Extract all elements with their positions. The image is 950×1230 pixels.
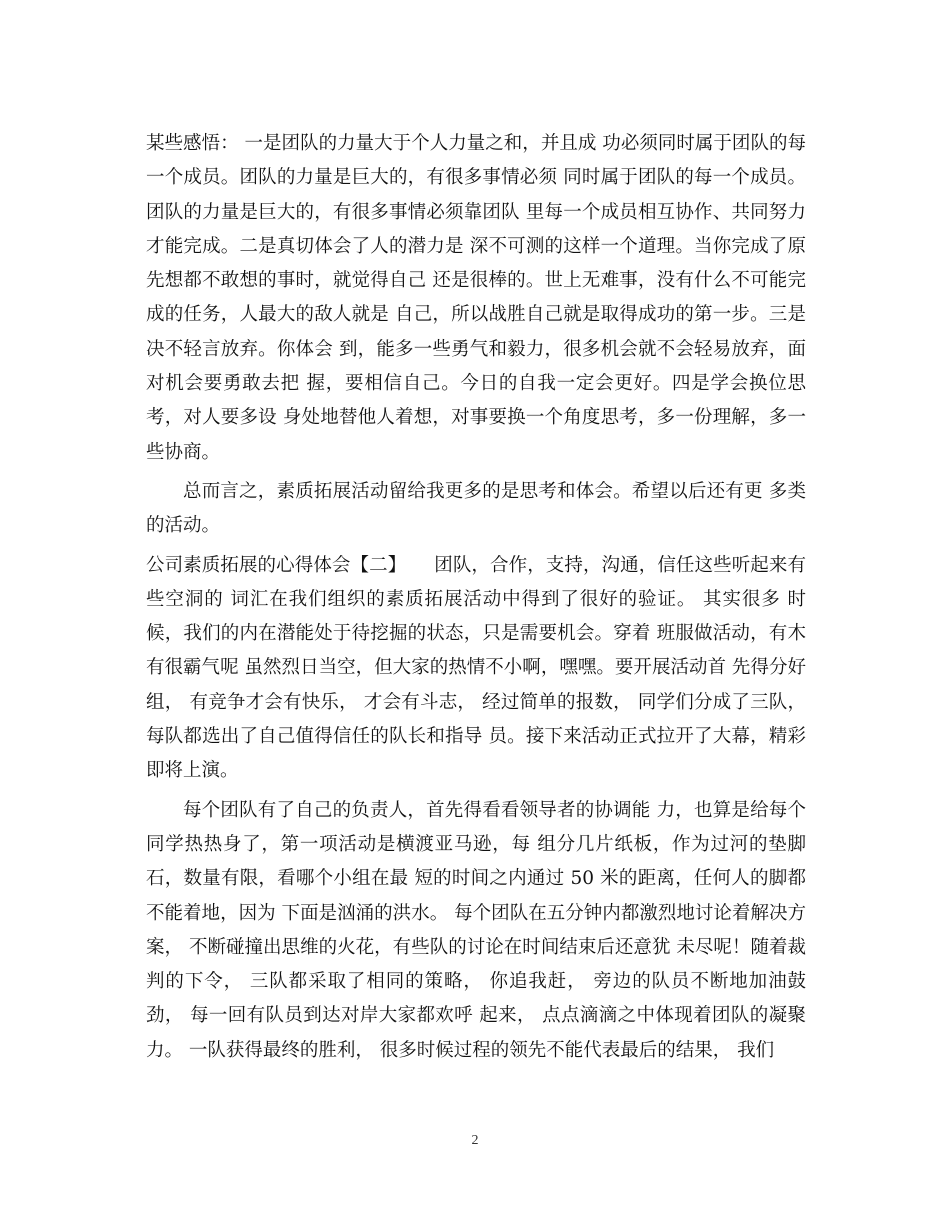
paragraph-part-two-intro: 公司素质拓展的心得体会【二】 团队，合作，支持，沟通，信任这些听起来有些空洞的 词汇在我们组织的素质拓展活动中得到了很好的验证。 其实很多 时候，我们的内在潜能处于待挖掘的状态，只是需要机会。穿着 班服做活动，有木有很霸气呢 虽然烈日当空，但大家的热情不小啊，嘿嘿。要开展活动首 先得分好组， 有竞争才会有快乐， 才会有斗志， 经过简单的报数， 同学们分成了三队，每队都选出了自己值得信任的队长和指导 员。接下来活动正式拉开了大幕，精彩即将上演。 <box>146 554 806 782</box>
page-number: 2 <box>471 1133 479 1148</box>
document-body <box>146 127 806 1073</box>
paragraph-summary: 总而言之，素质拓展活动留给我更多的是思考和体会。希望以后还有更 多类的活动。 <box>146 480 806 537</box>
paragraph-reflections: 某些感悟： 一是团队的力量大于个人力量之和，并且成 功必须同时属于团队的每一个成员。团队的力量是巨大的，有很多事情必须 同时属于团队的每一个成员。团队的力量是巨大的，有很多事情必须靠团队 里每一个成员相互协作、共同努力才能完成。二是真切体会了人的潜力是 深不可测的这样一个道理。当你完成了原先想都不敢想的事时，就觉得自己 还是很棒的。世上无难事，没有什么不可能完成的任务，人最大的敌人就是 自己，所以战胜自己就是取得成功的第一步。三是决不轻言放弃。你体会 到，能多一些勇气和毅力，很多机会就不会轻易放弃，面对机会要勇敢去把 握，要相信自己。今日的自我一定会更好。四是学会换位思考，对人要多设 身处地替他人着想，对事要换一个角度思考，多一份理解，多一些协商。 <box>146 133 806 463</box>
paragraph-amazon-activity: 每个团队有了自己的负责人，首先得看看领导者的协调能 力，也算是给每个同学热热身了，第一项活动是横渡亚马逊，每 组分几片纸板，作为过河的垫脚石，数量有限，看哪个小组在最 短的时间之内通过 50 米的距离，任何人的脚都不能着地，因为 下面是汹涌的洪水。 每个团队在五分钟内都激烈地讨论着解决方 案， 不断碰撞出思维的火花，有些队的讨论在时间结束后还意犹 未尽呢！随着裁判的下令， 三队都采取了相同的策略， 你追我赶， 旁边的队员不断地加油鼓劲， 每一回有队员到达对岸大家都欢呼 起来， 点点滴滴之中体现着团队的凝聚力。 一队获得最终的胜利， 很多时候过程的领先不能代表最后的结果， 我们 <box>146 799 806 1061</box>
